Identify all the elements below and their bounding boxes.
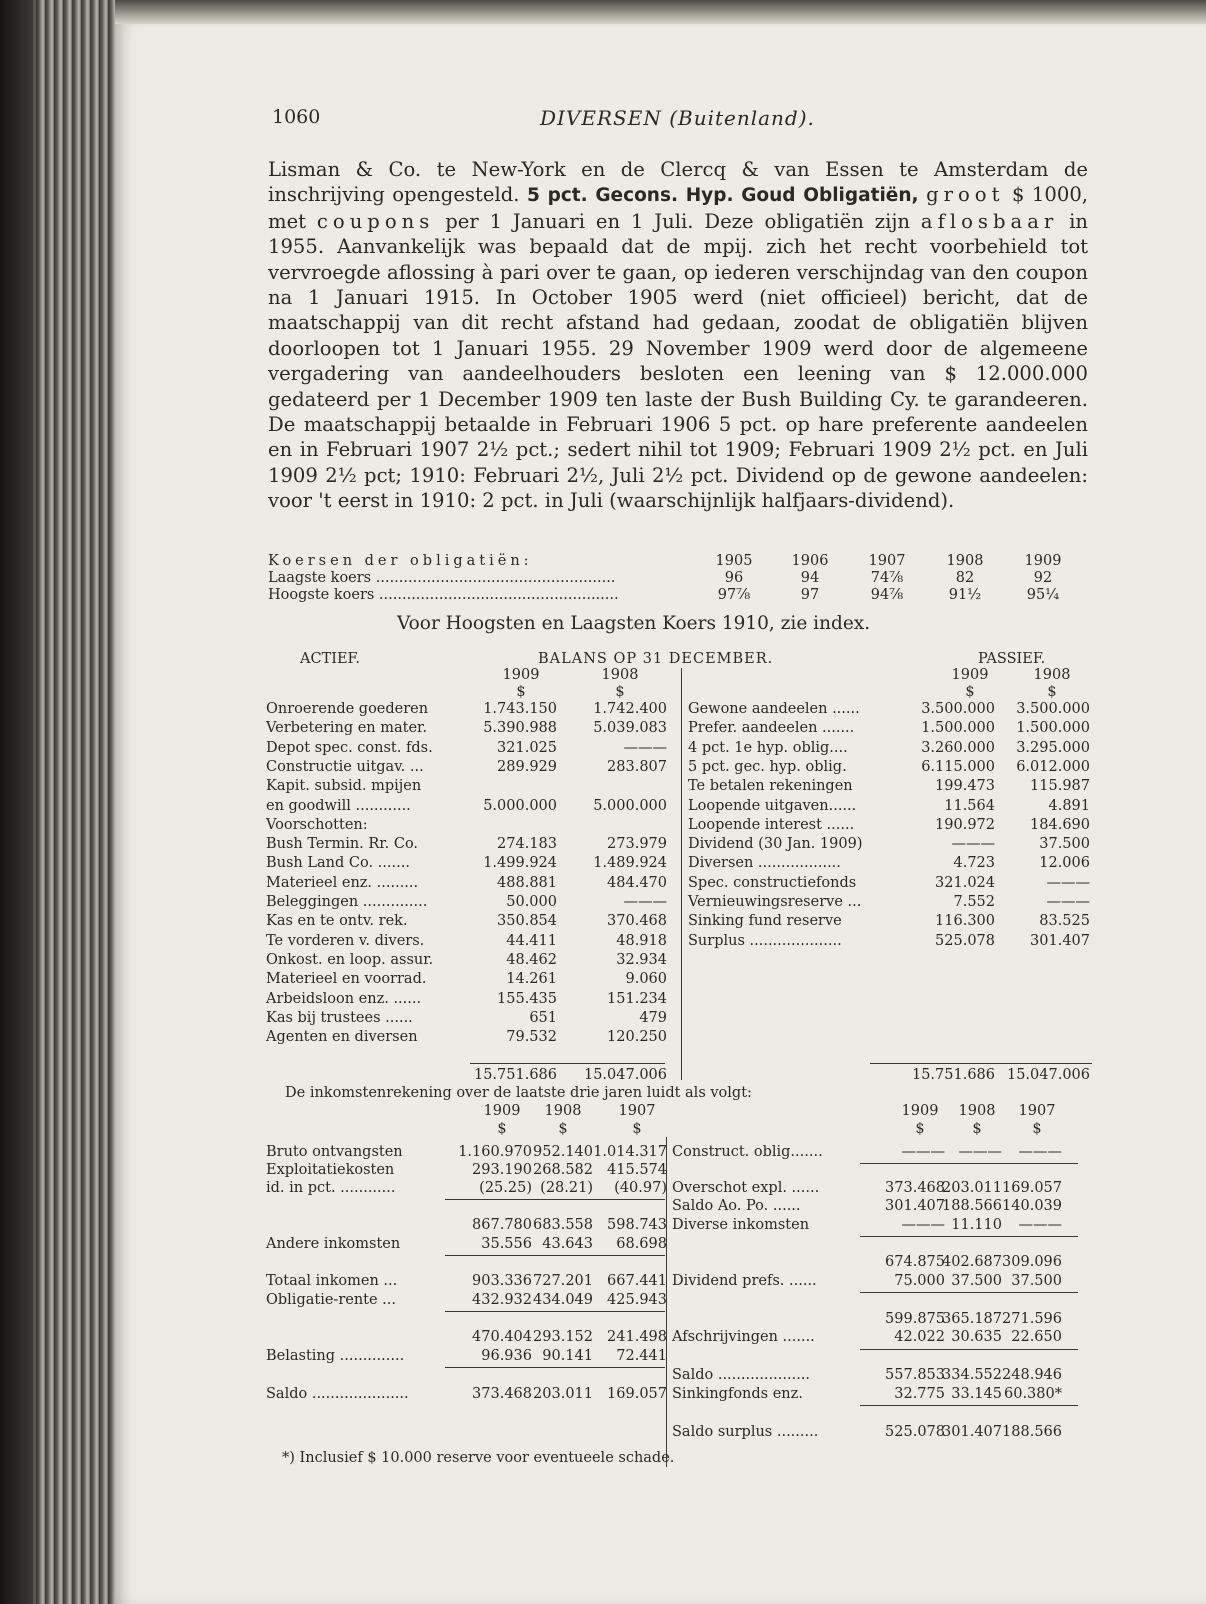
inkomsten-right-value: 32.775: [894, 1386, 945, 1402]
inkomsten-left-value: 432.932: [472, 1292, 532, 1308]
currency-symbol: $: [558, 1121, 568, 1137]
passief-total-1909: 15.751.686: [911, 1067, 995, 1083]
inkomsten-left-value: 96.936: [481, 1348, 532, 1364]
passief-value-1909: 1.500.000: [921, 720, 995, 737]
actief-value-1909: 44.411: [506, 932, 557, 949]
passief-value-1909: 4.723: [953, 855, 995, 872]
inkomsten-right-value: 271.596: [1002, 1311, 1062, 1327]
actief-row-label: en goodwill ............: [266, 797, 411, 814]
inkomsten-left-value: 268.582: [533, 1162, 593, 1178]
actief-row-label: Te vorderen v. divers.: [266, 932, 425, 949]
inkomsten-right-value: 60.380*: [1004, 1386, 1062, 1402]
passief-row-label: Diversen ..................: [688, 855, 841, 872]
inkomsten-left-value: 415.574: [607, 1162, 667, 1178]
actief-value-1908: 9.060: [625, 971, 667, 988]
koersen-value: 94⅞: [870, 587, 904, 603]
balans-divider: [681, 668, 682, 1080]
inkomsten-left-rule: [445, 1255, 665, 1256]
balans-year: 1908: [1033, 667, 1071, 683]
passief-value-1908: 37.500: [1039, 836, 1090, 853]
inkomsten-left-rule: [445, 1311, 665, 1312]
balans-year: 1908: [601, 667, 639, 683]
inkomsten-right-value: 674.875: [885, 1254, 945, 1270]
passief-value-1909: 190.972: [935, 816, 995, 833]
inkomsten-year: 1908: [958, 1103, 996, 1119]
actief-value-1908: 48.918: [616, 932, 667, 949]
inkomsten-right-value: 188.566: [1002, 1424, 1062, 1440]
passief-value-1909: 3.260.000: [921, 739, 995, 756]
actief-value-1909: 488.881: [497, 874, 557, 891]
actief-row-label: Bush Termin. Rr. Co.: [266, 836, 419, 853]
koersen-row-label: Laagste koers ....................................................: [268, 570, 616, 586]
inkomsten-right-value: 557.853: [885, 1367, 945, 1383]
actief-value-1909: 50.000: [506, 894, 557, 910]
passief-value-1909: 6.115.000: [921, 758, 995, 775]
passief-row-label: Dividend (30 Jan. 1909): [688, 836, 863, 853]
actief-value-1908: ———: [623, 739, 667, 756]
inkomsten-year: 1907: [1018, 1103, 1056, 1119]
actief-value-1908: 370.468: [607, 913, 667, 930]
intro-paragraph: [268, 157, 1088, 514]
koersen-value: 96: [724, 570, 744, 586]
actief-label: ACTIEF.: [300, 651, 360, 667]
balans-title: BALANS OP 31 DECEMBER.: [538, 651, 774, 667]
inkomsten-left-value: 68.698: [616, 1236, 667, 1252]
inkomsten-right-value: 188.566: [942, 1198, 1002, 1214]
koersen-value: 97⅞: [717, 587, 751, 603]
actief-value-1908: 273.979: [607, 836, 667, 853]
koersen-value: 95¼: [1026, 587, 1060, 603]
inkomsten-right-value: 373.468: [885, 1180, 945, 1196]
inkomsten-left-rule: [445, 1199, 665, 1200]
actief-row-label: Kas en te ontv. rek.: [266, 913, 408, 930]
actief-value-1909: 274.183: [497, 836, 557, 853]
actief-value-1908: ———: [623, 894, 667, 910]
inkomsten-left-label: Bruto ontvangsten: [266, 1144, 403, 1160]
inkomsten-left-label: Saldo .....................: [266, 1386, 409, 1402]
passief-row-label: Vernieuwingsreserve ...: [688, 894, 862, 910]
inkomsten-left-value: 470.404: [472, 1329, 532, 1345]
actief-value-1908: 151.234: [607, 990, 667, 1007]
passief-row-label: Spec. constructiefonds: [688, 874, 857, 891]
actief-row-label: Beleggingen ..............: [266, 894, 428, 910]
inkomsten-left-label: Totaal inkomen ...: [266, 1273, 398, 1289]
balans-year: 1909: [502, 667, 540, 683]
passief-value-1909: ———: [951, 836, 995, 853]
inkomsten-right-value: 22.650: [1011, 1329, 1062, 1345]
inkomsten-right-value: 301.407: [885, 1198, 945, 1214]
intro-text-4: in 1955. Aanvankelijk was bepaald dat de mpij. zich het recht voorbehield tot vervroegde aflossing à pari over te gaan, op iederen verschijndag van den coupon na 1 Januari 1915. In October 1905 werd (niet officieel) bericht, dat de maatschappij van dit recht afstand had gedaan, zoodat de obligatiën blijven doorloopen tot 1 Januari 1955. 29 November 1909 werd door de algemeene vergadering van aandeelhouders besloten een leening van $ 12.000.000 gedateerd per 1 December 1909 ten laste der Bush Building Cy. te garandeeren. De maatschappij betaalde in Februari 1906 5 pct. op hare preferente aandeelen en in Februari 1907 2½ pct.; sedert nihil tot 1909; Februari 1909 2½ pct. en Juli 1909 2½ pct; 1910: Februari 2½, Juli 2½ pct. Dividend op de gewone aandeelen: voor 't eerst in 1910: 2 pct. in Juli (waarschijnlijk halfjaars-dividend).: [268, 209, 1089, 513]
inkomsten-left-value: (28.21): [540, 1180, 593, 1196]
actief-value-1909: 350.854: [497, 913, 557, 930]
inkomsten-title: De inkomstenrekening over de laatste drie jaren luidt als volgt:: [285, 1085, 752, 1101]
inkomsten-right-value: 599.875: [885, 1311, 945, 1327]
currency-symbol: $: [516, 684, 526, 700]
balans-year: 1909: [951, 667, 989, 683]
inkomsten-right-label: Construct. oblig.......: [672, 1144, 823, 1160]
inkomsten-left-value: (25.25): [479, 1180, 532, 1196]
passief-value-1908: 3.500.000: [1016, 701, 1090, 717]
actief-row-label: Agenten en diversen: [266, 1029, 418, 1046]
passief-value-1908: 6.012.000: [1016, 758, 1090, 775]
actief-value-1908: 32.934: [616, 951, 667, 968]
inkomsten-left-value: 683.558: [533, 1217, 593, 1233]
inkomsten-left-value: 169.057: [607, 1386, 667, 1402]
bond-title: 5 pct. Gecons. Hyp. Goud Obligatiën,: [527, 185, 919, 207]
inkomsten-right-rule: [860, 1405, 1078, 1406]
inkomsten-left-value: 1.014.317: [593, 1144, 667, 1160]
actief-value-1909: 651: [529, 1009, 557, 1026]
actief-row-label: Voorschotten:: [266, 816, 368, 833]
actief-value-1908: 479: [639, 1009, 667, 1026]
actief-value-1909: 289.929: [497, 758, 557, 775]
inkomsten-right-value: 33.145: [951, 1386, 1002, 1402]
actief-row-label: Materieel enz. .........: [266, 874, 419, 891]
actief-value-1909: 1.743.150: [483, 701, 557, 717]
actief-value-1908: 484.470: [607, 874, 667, 891]
inkomsten-left-label: id. in pct. ............: [266, 1180, 396, 1196]
inkomsten-right-rule: [860, 1163, 1078, 1164]
actief-value-1908: 120.250: [607, 1029, 667, 1046]
inkomsten-left-value: 952.140: [533, 1144, 593, 1160]
inkomsten-right-label: Diverse inkomsten: [672, 1217, 810, 1233]
currency-symbol: $: [497, 1121, 507, 1137]
koersen-year: 1906: [791, 553, 829, 569]
actief-value-1908: 5.000.000: [593, 797, 667, 814]
inkomsten-left-label: Exploitatiekosten: [266, 1162, 395, 1178]
inkomsten-left-label: Andere inkomsten: [266, 1236, 401, 1252]
actief-row-label: Materieel en voorrad.: [266, 971, 427, 988]
actief-value-1909: 1.499.924: [483, 855, 557, 872]
passief-row-label: Te betalen rekeningen: [688, 778, 853, 795]
page-title: DIVERSEN (Buitenland).: [540, 106, 815, 130]
koersen-value: 82: [955, 570, 975, 586]
koersen-year: 1909: [1024, 553, 1062, 569]
inkomsten-right-label: Afschrijvingen .......: [672, 1329, 815, 1345]
passief-row-label: Loopende uitgaven......: [688, 797, 857, 814]
koersen-year: 1907: [868, 553, 906, 569]
page-number: 1060: [272, 106, 321, 128]
passief-value-1909: 116.300: [935, 913, 995, 930]
actief-row-label: Verbetering en mater.: [266, 720, 428, 737]
koersen-row-label: Hoogste koers ....................................................: [268, 587, 619, 603]
inkomsten-left-value: 425.943: [607, 1292, 667, 1308]
inkomsten-year: 1908: [544, 1103, 582, 1119]
inkomsten-left-rule: [445, 1367, 665, 1368]
inkomsten-right-value: 334.552: [942, 1367, 1002, 1383]
intro-groot: groot: [926, 183, 1005, 207]
inkomsten-left-value: 35.556: [481, 1236, 532, 1252]
passief-row-label: Prefer. aandeelen .......: [688, 720, 855, 737]
koersen-title: Koersen der obligatiën:: [268, 553, 533, 569]
inkomsten-right-label: Saldo surplus .........: [672, 1424, 819, 1440]
inkomsten-right-value: 11.110: [951, 1217, 1002, 1233]
actief-row-label: Onroerende goederen: [266, 701, 429, 717]
inkomsten-left-value: 598.743: [607, 1217, 667, 1233]
inkomsten-right-value: 402.687: [942, 1254, 1002, 1270]
inkomsten-right-value: 365.187: [942, 1311, 1002, 1327]
actief-row-label: Depot spec. const. fds.: [266, 739, 433, 756]
passief-value-1909: 3.500.000: [921, 701, 995, 717]
inkomsten-right-value: 42.022: [894, 1329, 945, 1345]
koersen-year: 1908: [946, 553, 984, 569]
passief-row-label: Loopende interest ......: [688, 816, 855, 833]
footnote: *) Inclusief $ 10.000 reserve voor eventueele schade.: [282, 1450, 675, 1466]
inkomsten-left-value: 90.141: [542, 1348, 593, 1364]
inkomsten-left-value: 72.441: [616, 1348, 667, 1364]
koersen-value: 94: [800, 570, 820, 586]
actief-value-1909: 5.000.000: [483, 797, 557, 814]
passief-value-1908: 1.500.000: [1016, 720, 1090, 737]
actief-value-1909: 5.390.988: [483, 720, 557, 737]
passief-label: PASSIEF.: [978, 651, 1046, 667]
inkomsten-year: 1909: [483, 1103, 521, 1119]
intro-text-2: $ 1000, met: [268, 183, 1089, 233]
actief-row-label: Bush Land Co. .......: [266, 855, 410, 872]
actief-row-label: Onkost. en loop. assur.: [266, 951, 434, 968]
passief-row-label: 5 pct. gec. hyp. oblig.: [688, 758, 847, 775]
inkomsten-left-label: Obligatie-rente ...: [266, 1292, 397, 1308]
currency-symbol: $: [632, 1121, 642, 1137]
currency-symbol: $: [915, 1121, 925, 1137]
inkomsten-right-value: 248.946: [1002, 1367, 1062, 1383]
passief-value-1908: ———: [1046, 894, 1090, 910]
passief-value-1909: 11.564: [944, 797, 995, 814]
passief-value-1908: 184.690: [1030, 816, 1090, 833]
intro-aflosbaar: aflosbaar: [920, 209, 1059, 233]
intro-text-1: Lisman & Co. te New-York en de Clercq & van Essen te Amsterdam de inschrijving opengesteld.: [268, 158, 1088, 207]
koersen-value: 74⅞: [870, 570, 904, 586]
page-top-edge: [115, 0, 1206, 24]
inkomsten-left-value: (40.97): [614, 1180, 667, 1196]
inkomsten-right-value: ———: [901, 1217, 945, 1233]
currency-symbol: $: [1047, 684, 1057, 700]
inkomsten-right-value: 140.039: [1002, 1198, 1062, 1214]
inkomsten-year: 1909: [901, 1103, 939, 1119]
actief-row-label: Kas bij trustees ......: [266, 1009, 413, 1026]
passief-value-1908: 115.987: [1030, 778, 1090, 795]
spine-shadow: [0, 0, 40, 1604]
inkomsten-right-label: Sinkingfonds enz.: [672, 1386, 803, 1402]
koersen-value: 91½: [948, 587, 982, 603]
inkomsten-right-value: 37.500: [1011, 1273, 1062, 1289]
passief-value-1908: ———: [1046, 874, 1090, 891]
inkomsten-left-value: 293.190: [472, 1162, 532, 1178]
inkomsten-left-value: 434.049: [533, 1292, 593, 1308]
inkomsten-right-rule: [860, 1292, 1078, 1293]
currency-symbol: $: [972, 1121, 982, 1137]
inkomsten-left-value: 241.498: [607, 1329, 667, 1345]
inkomsten-right-label: Overschot expl. ......: [672, 1180, 820, 1196]
inkomsten-left-value: 667.441: [607, 1273, 667, 1289]
passief-value-1909: 7.552: [953, 894, 995, 910]
passief-row-label: 4 pct. 1e hyp. oblig....: [688, 739, 848, 756]
currency-symbol: $: [615, 684, 625, 700]
inkomsten-right-label: Dividend prefs. ......: [672, 1273, 817, 1289]
inkomsten-right-value: 301.407: [942, 1424, 1002, 1440]
actief-value-1908: 283.807: [607, 758, 667, 775]
inkomsten-left-value: 727.201: [533, 1273, 593, 1289]
inkomsten-right-value: 75.000: [894, 1273, 945, 1289]
inkomsten-left-value: 903.336: [472, 1273, 532, 1289]
inkomsten-right-label: Saldo Ao. Po. ......: [672, 1198, 801, 1214]
actief-value-1908: 1.742.400: [593, 701, 667, 717]
actief-total-1909: 15.751.686: [473, 1067, 557, 1083]
inkomsten-right-value: 309.096: [1002, 1254, 1062, 1270]
inkomsten-left-value: 1.160.970: [458, 1144, 532, 1160]
passief-row-label: Gewone aandeelen ......: [688, 701, 860, 717]
actief-total-rule: [470, 1063, 665, 1064]
actief-value-1909: 48.462: [506, 951, 557, 968]
passief-value-1908: 12.006: [1039, 855, 1090, 872]
passief-value-1909: 525.078: [935, 932, 995, 949]
inkomsten-left-value: 867.780: [472, 1217, 532, 1233]
actief-value-1909: 155.435: [497, 990, 557, 1007]
inkomsten-right-value: 525.078: [885, 1424, 945, 1440]
actief-value-1909: 79.532: [506, 1029, 557, 1046]
inkomsten-right-value: 37.500: [951, 1273, 1002, 1289]
inkomsten-left-label: Belasting ..............: [266, 1348, 405, 1364]
inkomsten-right-value: 203.011: [942, 1180, 1002, 1196]
inkomsten-left-value: 373.468: [472, 1386, 532, 1402]
inkomsten-right-rule: [860, 1236, 1078, 1237]
inkomsten-right-value: ———: [958, 1144, 1002, 1160]
passief-total-1908: 15.047.006: [1006, 1067, 1090, 1083]
actief-row-label: Arbeidsloon enz. ......: [266, 990, 422, 1007]
currency-symbol: $: [965, 684, 975, 700]
passief-value-1909: 199.473: [935, 778, 995, 795]
inkomsten-left-value: 43.643: [542, 1236, 593, 1252]
inkomsten-right-value: 169.057: [1002, 1180, 1062, 1196]
inkomsten-left-value: 293.152: [533, 1329, 593, 1345]
passief-total-rule: [870, 1063, 1092, 1064]
inkomsten-right-rule: [860, 1349, 1078, 1350]
actief-row-label: Constructie uitgav. ...: [266, 758, 424, 775]
koersen-value: 97: [800, 587, 820, 603]
actief-value-1909: 14.261: [506, 971, 557, 988]
actief-total-1908: 15.047.006: [583, 1067, 667, 1083]
currency-symbol: $: [1032, 1121, 1042, 1137]
inkomsten-right-value: ———: [901, 1144, 945, 1160]
passief-value-1908: 3.295.000: [1016, 739, 1090, 756]
inkomsten-year: 1907: [618, 1103, 656, 1119]
inkomsten-right-value: ———: [1018, 1217, 1062, 1233]
koersen-value: 92: [1033, 570, 1053, 586]
inkomsten-left-value: 203.011: [533, 1386, 593, 1402]
inkomsten-right-label: Saldo ....................: [672, 1367, 811, 1383]
koersen-year: 1905: [715, 553, 753, 569]
koersen-note: Voor Hoogsten en Laagsten Koers 1910, zie index.: [397, 613, 871, 634]
actief-row-label: Kapit. subsid. mpijen: [266, 778, 422, 795]
inkomsten-right-value: ———: [1018, 1144, 1062, 1160]
passief-value-1908: 83.525: [1039, 913, 1090, 930]
intro-text-3: per 1 Januari en 1 Juli. Deze obligatiën zijn: [434, 209, 921, 233]
actief-value-1908: 1.489.924: [593, 855, 667, 872]
passief-value-1908: 301.407: [1030, 932, 1090, 949]
intro-coupons: coupons: [316, 209, 435, 233]
inkomsten-right-value: 30.635: [951, 1329, 1002, 1345]
passief-row-label: Sinking fund reserve: [688, 913, 842, 930]
passief-value-1909: 321.024: [935, 874, 995, 891]
actief-value-1909: 321.025: [497, 739, 557, 756]
passief-row-label: Surplus ....................: [688, 932, 842, 949]
actief-value-1908: 5.039.083: [593, 720, 667, 737]
passief-value-1908: 4.891: [1048, 797, 1090, 814]
